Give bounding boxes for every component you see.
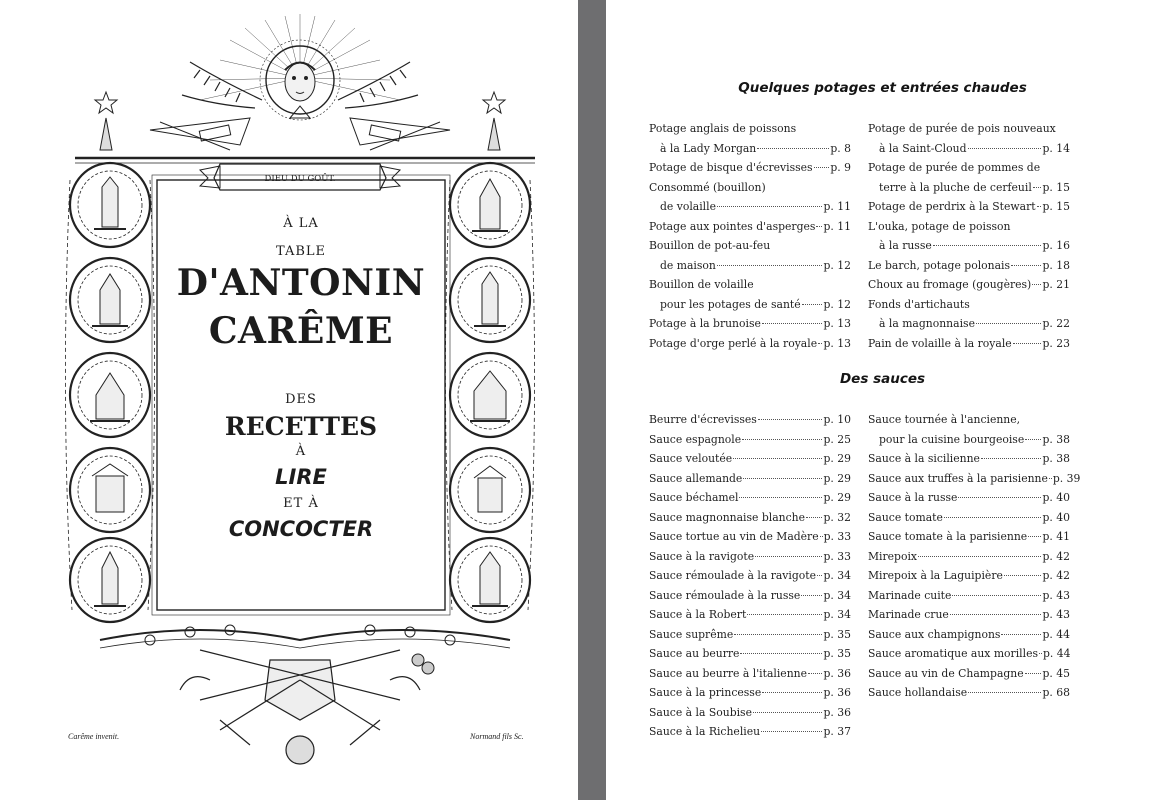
- engraver-credit-right: Normand fils Sc.: [470, 732, 524, 741]
- recipe-name: L'ouka, potage de poisson: [868, 219, 1011, 233]
- index-entry: [649, 469, 851, 489]
- index-entry: [868, 410, 1070, 430]
- recipe-name: Choux au fromage (gougères): [868, 278, 1032, 291]
- dot-leader: [743, 478, 822, 479]
- recipe-name: Sauce au vin de Champagne: [868, 666, 1024, 680]
- right-medallion-column: [445, 163, 534, 622]
- index-entry: [649, 236, 851, 256]
- recipe-name: Sauce suprême: [649, 627, 734, 641]
- title-line-7: À: [295, 444, 307, 459]
- index-entry: [868, 236, 1070, 256]
- index-entry: [868, 644, 1070, 664]
- sauces-left-column: [649, 410, 851, 742]
- index-entry: [868, 295, 1070, 315]
- index-entry: [868, 605, 1070, 625]
- index-entry: [868, 119, 1070, 139]
- page-number: p. 36: [823, 686, 851, 699]
- dot-leader: [717, 206, 823, 207]
- dot-leader: [758, 419, 823, 420]
- index-entry: [649, 314, 851, 334]
- page-number: p. 14: [1042, 141, 1070, 155]
- page-number: p. 43: [1042, 588, 1070, 602]
- index-entry: [649, 139, 851, 159]
- page-number: p. 15: [1042, 200, 1070, 213]
- dot-leader: [806, 517, 822, 518]
- recipe-name: Sauce à la Robert: [649, 608, 747, 621]
- recipe-name: Le barch, potage polonais: [868, 258, 1011, 272]
- index-entry: [868, 256, 1070, 276]
- recipe-name: Sauce à la russe: [868, 491, 958, 504]
- index-entry: [649, 508, 851, 528]
- index-entry: [649, 605, 851, 625]
- dot-leader: [816, 226, 822, 227]
- title-line-8: LIRE: [275, 465, 327, 489]
- recipe-name: pour la cuisine bourgeoise: [879, 432, 1025, 446]
- recipe-name: Sauce aromatique aux morilles: [868, 647, 1039, 660]
- index-entry: [649, 256, 851, 276]
- page-number: p. 42: [1042, 569, 1070, 582]
- index-entry: [649, 178, 851, 198]
- dot-leader: [755, 556, 822, 557]
- index-entry: [649, 625, 851, 645]
- recipe-name: Fonds d'artichauts: [868, 297, 970, 311]
- dot-leader: [818, 343, 822, 344]
- dot-leader: [817, 575, 822, 576]
- dot-leader: [747, 614, 822, 615]
- page-number: p. 40: [1042, 491, 1070, 504]
- recipe-name: Beurre d'écrevisses: [649, 413, 757, 426]
- index-entry: [649, 586, 851, 606]
- dot-leader: [918, 556, 1041, 557]
- page-number: p. 18: [1042, 258, 1070, 272]
- recipe-name: Potage de purée de pommes de: [868, 161, 1041, 174]
- recipe-name: Sauce tortue au vin de Madère: [649, 530, 819, 543]
- page-number: p. 36: [823, 705, 851, 719]
- page-number: p. 35: [823, 627, 851, 641]
- dot-leader: [808, 673, 822, 674]
- title-line-2: TABLE: [275, 244, 327, 259]
- recipe-name: Sauce tomate à la parisienne: [868, 530, 1028, 543]
- dot-leader: [952, 595, 1041, 596]
- index-entry: [868, 178, 1070, 198]
- dot-leader: [742, 439, 822, 440]
- recipe-name: Marinade cuite: [868, 588, 952, 602]
- recipe-name: Sauce hollandaise: [868, 686, 968, 699]
- title-line-1: À LA: [283, 216, 319, 231]
- recipe-name: Sauce rémoulade à la ravigote: [649, 569, 817, 582]
- page-number: p. 44: [1042, 627, 1070, 641]
- index-entry: [649, 410, 851, 430]
- recipe-name: Sauce aux truffes à la parisienne: [868, 471, 1048, 485]
- page-number: p. 10: [823, 413, 851, 426]
- page-number: p. 15: [1042, 180, 1070, 194]
- page-number: p. 45: [1042, 666, 1070, 680]
- page-number: p. 29: [823, 491, 851, 504]
- page-number: p. 34: [823, 569, 851, 582]
- dot-leader: [944, 517, 1042, 518]
- index-entry: [868, 139, 1070, 159]
- dot-leader: [1033, 187, 1042, 188]
- page-number: p. 11: [823, 200, 851, 213]
- index-entry: [868, 430, 1070, 450]
- page-number: p. 16: [1042, 239, 1070, 252]
- recipe-name: Mirepoix: [868, 549, 918, 563]
- recipe-name: Potage anglais de poissons: [649, 122, 797, 135]
- page-number: p. 23: [1042, 336, 1070, 350]
- recipe-name: Sauce tomate: [868, 510, 943, 524]
- index-entry: [868, 275, 1070, 295]
- dot-leader: [734, 634, 822, 635]
- index-entry: [649, 449, 851, 469]
- left-medallion-column: [65, 163, 154, 622]
- dot-leader: [968, 692, 1041, 693]
- bottom-tools-trophy: [180, 650, 420, 764]
- index-entry: [649, 722, 851, 742]
- page-number: p. 38: [1042, 452, 1070, 465]
- page-number: p. 34: [823, 608, 851, 621]
- dot-leader: [1025, 439, 1041, 440]
- section-title-potages: Quelques potages et entrées chaudes: [738, 80, 1027, 96]
- index-entry: [868, 586, 1070, 606]
- page-number: p. 13: [823, 336, 851, 350]
- dot-leader: [950, 614, 1042, 615]
- index-entry: [649, 683, 851, 703]
- recipe-name: Sauce à la princesse: [649, 686, 762, 699]
- index-entry: [649, 217, 851, 237]
- recipe-name: Potage de bisque d'écrevisses: [649, 161, 813, 174]
- recipe-name: Sauce béchamel: [649, 491, 739, 504]
- dot-leader: [717, 265, 823, 266]
- page-number: p. 33: [823, 530, 852, 543]
- index-entry: [649, 527, 851, 547]
- index-entry: [649, 430, 851, 450]
- dot-leader: [1011, 265, 1041, 266]
- title-page: [0, 0, 578, 800]
- dot-leader: [1049, 478, 1052, 479]
- recipe-name: Potage aux pointes d'asperges: [649, 219, 816, 233]
- index-entry: [868, 547, 1070, 567]
- dot-leader: [802, 304, 823, 305]
- page-number: p. 44: [1043, 647, 1071, 660]
- dot-leader: [739, 497, 822, 498]
- index-entry: [868, 664, 1070, 684]
- dot-leader: [753, 712, 822, 713]
- index-entry: [649, 295, 851, 315]
- index-entry: [868, 508, 1070, 528]
- page-number: p. 43: [1042, 608, 1070, 621]
- recipe-name: Sauce magnonnaise blanche: [649, 510, 806, 524]
- index-entry: [649, 664, 851, 684]
- recipe-name: de volaille: [660, 200, 716, 213]
- dot-leader: [820, 536, 823, 537]
- recipe-name: Potage d'orge perlé à la royale: [649, 336, 818, 350]
- page-number: p. 39: [1052, 471, 1081, 485]
- recipe-name: Potage à la brunoise: [649, 317, 761, 330]
- index-entry: [649, 644, 851, 664]
- title-line-9: ET À: [283, 496, 319, 511]
- potages-left-column: [649, 119, 851, 353]
- title-line-4: CARÊME: [208, 310, 394, 352]
- recipe-name: Sauce au beurre: [649, 647, 740, 660]
- dot-leader: [1013, 343, 1042, 344]
- recipe-name: Consommé (bouillon): [649, 180, 766, 194]
- sauces-right-column: [868, 410, 1081, 703]
- page-number: p. 21: [1042, 278, 1070, 291]
- potages-right-column: [868, 119, 1070, 353]
- index-entry: [868, 683, 1070, 703]
- recipe-name: Mirepoix à la Laguipière: [868, 569, 1003, 582]
- page-number: p. 37: [823, 725, 851, 738]
- dot-leader: [1004, 575, 1042, 576]
- dot-leader: [814, 167, 830, 168]
- index-entry: [868, 158, 1070, 178]
- page-number: p. 33: [823, 549, 851, 563]
- dot-leader: [968, 148, 1042, 149]
- page-number: p. 41: [1042, 530, 1070, 543]
- page-number: p. 8: [830, 141, 851, 155]
- page-number: p. 11: [823, 219, 851, 233]
- index-entry: [868, 625, 1070, 645]
- index-entry: [649, 566, 851, 586]
- page-number: p. 35: [823, 647, 851, 660]
- page-number: p. 25: [823, 432, 851, 446]
- index-entry: [649, 158, 851, 178]
- book-gutter: [578, 0, 606, 800]
- index-entry: [868, 449, 1070, 469]
- page-number: p. 36: [823, 666, 851, 680]
- recipe-name: Sauce au beurre à l'italienne: [649, 666, 807, 680]
- dot-leader: [761, 731, 822, 732]
- index-entry: [649, 275, 851, 295]
- dot-leader: [1039, 653, 1042, 654]
- dot-leader: [1028, 536, 1041, 537]
- book-title: [172, 200, 430, 542]
- index-entry: [868, 334, 1070, 354]
- recipe-name: Sauce à la sicilienne: [868, 452, 980, 465]
- recipe-name: Bouillon de pot-au-feu: [649, 239, 771, 252]
- index-page: [606, 0, 1159, 800]
- dot-leader: [976, 323, 1042, 324]
- index-entry: [649, 119, 851, 139]
- recipe-name: Pain de volaille à la royale: [868, 336, 1012, 350]
- index-entry: [649, 197, 851, 217]
- recipe-name: à la magnonnaise: [879, 317, 975, 330]
- dot-leader: [958, 497, 1041, 498]
- banner-text: DIEU DU GOÛT.: [264, 174, 336, 184]
- title-line-6: RECETTES: [224, 412, 378, 441]
- index-entry: [868, 197, 1070, 217]
- index-entry: [868, 469, 1081, 489]
- recipe-name: Sauce à la Richelieu: [649, 725, 761, 738]
- index-entry: [649, 334, 851, 354]
- recipe-name: à la Lady Morgan: [660, 141, 757, 155]
- recipe-name: Sauce aux champignons: [868, 627, 1001, 641]
- recipe-name: terre à la pluche de cerfeuil: [879, 180, 1032, 194]
- recipe-name: Potage de perdrix à la Stewart: [868, 200, 1036, 213]
- page-number: p. 12: [823, 258, 851, 272]
- index-entry: [868, 217, 1070, 237]
- dot-leader: [1001, 634, 1041, 635]
- page-number: p. 13: [823, 317, 851, 330]
- recipe-name: à la Saint-Cloud: [879, 141, 967, 155]
- dot-leader: [933, 245, 1042, 246]
- recipe-name: Marinade crue: [868, 608, 949, 621]
- recipe-name: Sauce tournée à l'ancienne,: [868, 413, 1021, 426]
- page-number: p. 40: [1042, 510, 1070, 524]
- page-number: p. 32: [823, 510, 851, 524]
- recipe-name: Potage de purée de pois nouveaux: [868, 122, 1056, 135]
- recipe-name: Bouillon de volaille: [649, 278, 754, 291]
- page-number: p. 42: [1042, 549, 1070, 563]
- page-number: p. 29: [823, 452, 851, 465]
- recipe-name: de maison: [660, 258, 716, 272]
- index-entry: [868, 488, 1070, 508]
- dot-leader: [733, 458, 822, 459]
- recipe-name: Sauce veloutée: [649, 452, 733, 465]
- dot-leader: [981, 458, 1042, 459]
- dot-leader: [740, 653, 822, 654]
- page-number: p. 68: [1042, 686, 1070, 699]
- dot-leader: [1025, 673, 1042, 674]
- page-number: p. 34: [823, 588, 851, 602]
- index-entry: [649, 703, 851, 723]
- page-number: p. 38: [1042, 432, 1070, 446]
- title-line-5: DES: [285, 392, 317, 407]
- page-number: p. 12: [823, 297, 851, 311]
- index-entry: [868, 527, 1070, 547]
- recipe-name: Sauce à la Soubise: [649, 705, 752, 719]
- title-line-10: CONCOCTER: [228, 517, 374, 541]
- dot-leader: [801, 595, 822, 596]
- recipe-name: Sauce à la ravigote: [649, 549, 755, 563]
- title-line-3: D'ANTONIN: [176, 262, 426, 304]
- recipe-name: pour les potages de santé: [660, 297, 801, 311]
- recipe-name: Sauce rémoulade à la russe: [649, 588, 801, 602]
- dot-leader: [1037, 206, 1042, 207]
- engraver-credit-left: Carême invenit.: [68, 732, 120, 741]
- section-title-sauces: Des sauces: [839, 371, 926, 387]
- recipe-name: Sauce espagnole: [649, 432, 742, 446]
- index-entry: [649, 547, 851, 567]
- index-entry: [868, 314, 1070, 334]
- kitchen-tools-trophy: [150, 118, 450, 150]
- recipe-name: Sauce allemande: [649, 471, 743, 485]
- index-entry: [649, 488, 851, 508]
- dot-leader: [762, 323, 823, 324]
- recipe-name: à la russe: [879, 239, 932, 252]
- dot-leader: [757, 148, 829, 149]
- page-number: p. 29: [823, 471, 851, 485]
- index-entry: [868, 566, 1070, 586]
- page-number: p. 22: [1042, 317, 1070, 330]
- dot-leader: [1032, 284, 1041, 285]
- dot-leader: [762, 692, 822, 693]
- page-number: p. 9: [830, 161, 851, 174]
